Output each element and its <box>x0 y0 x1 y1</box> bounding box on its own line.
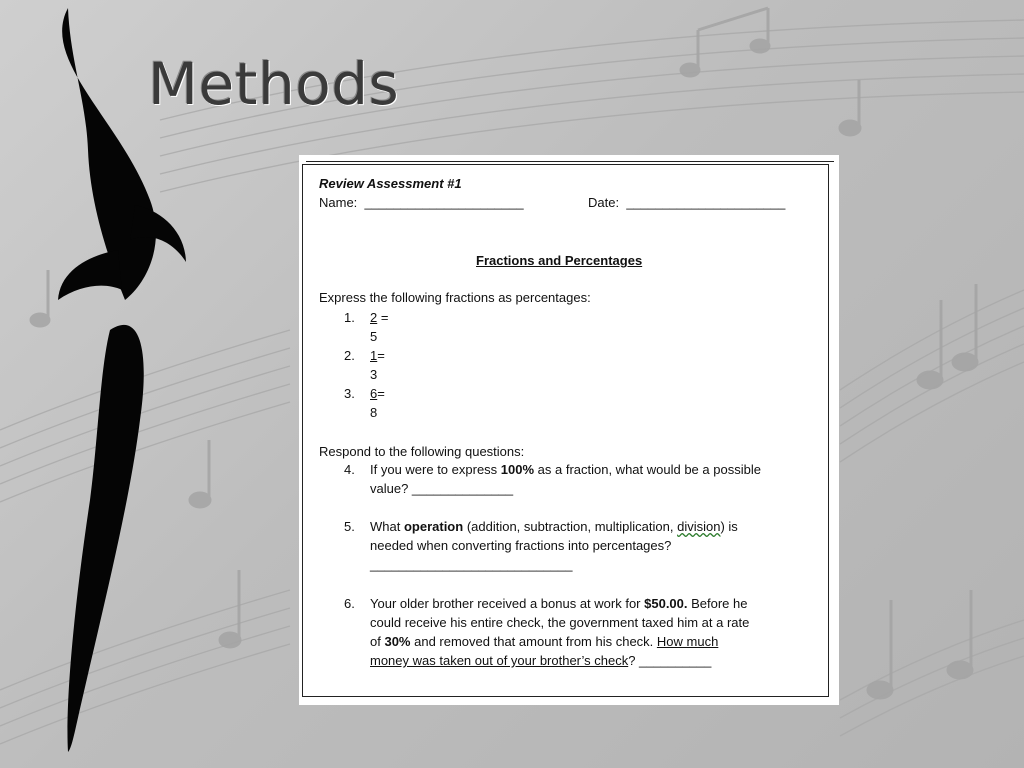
fraction-numerator: 1 <box>370 348 378 363</box>
q6-text-blank: ? __________ <box>628 653 712 668</box>
worksheet-image <box>299 155 839 705</box>
q4-text-a: If you were to express <box>370 462 501 477</box>
question-5-line-1 <box>370 519 738 535</box>
part2-instruction: Respond to the following questions: <box>319 444 525 459</box>
question-number: 5. <box>344 519 355 534</box>
question-6-line-3 <box>370 634 718 650</box>
fraction-denominator: 8 <box>370 405 378 420</box>
q6-text-question: money was taken out of your brother’s check <box>370 653 629 668</box>
fraction-numerator: 2 <box>370 310 378 325</box>
date-blank: ______________________ <box>626 195 786 210</box>
fraction-item-numerator <box>370 310 388 326</box>
question-6-line-2: could receive his entire check, the government taxed him at a rate <box>370 615 750 630</box>
fraction-item-numerator <box>370 348 385 364</box>
name-blank: ______________________ <box>364 195 524 210</box>
q6-text-a: Your older brother received a bonus at work for <box>370 596 645 611</box>
name-field <box>319 195 524 211</box>
q6-text-c: Before he <box>687 596 748 611</box>
q5-text-c: (addition, subtraction, multiplication, <box>463 519 678 534</box>
fraction-item-numerator <box>370 386 385 402</box>
fraction-numerator: 6 <box>370 386 378 401</box>
question-6-line-4 <box>370 653 711 669</box>
slide-title: Methods <box>148 50 400 118</box>
q6-text-of: of <box>370 634 385 649</box>
date-label: Date: <box>588 195 620 210</box>
question-6-line-1 <box>370 596 748 612</box>
q5-text-a: What <box>370 519 404 534</box>
fraction-equals: = <box>377 386 385 401</box>
worksheet-heading: Review Assessment #1 <box>319 176 462 191</box>
part1-instruction: Express the following fractions as percentages: <box>319 290 591 305</box>
top-rule <box>306 161 834 162</box>
name-label: Name: <box>319 195 358 210</box>
q5-text-bold: operation <box>403 519 464 534</box>
q6-text-how-much: How much <box>656 634 719 649</box>
question-4-line-2: value? ______________ <box>370 481 514 496</box>
black-brush-ornament <box>58 8 186 752</box>
q5-text-division: division <box>677 519 721 534</box>
q4-text-bold: 100% <box>500 462 535 477</box>
question-5-line-3: ____________________________ <box>370 557 573 572</box>
section-title: Fractions and Percentages <box>476 253 643 268</box>
fraction-denominator: 3 <box>370 367 378 382</box>
fraction-denominator: 5 <box>370 329 378 344</box>
question-number: 6. <box>344 596 355 611</box>
question-number: 4. <box>344 462 355 477</box>
fraction-item-number: 1. <box>344 310 355 325</box>
q6-text-bold-amount: $50.00. <box>644 596 688 611</box>
fraction-equals: = <box>377 310 389 325</box>
fraction-item-number: 3. <box>344 386 355 401</box>
q5-text-e: ) is <box>720 519 738 534</box>
question-4-line-1 <box>370 462 761 478</box>
q4-text-c: as a fraction, what would be a possible <box>534 462 761 477</box>
date-field <box>588 195 785 211</box>
fraction-item-number: 2. <box>344 348 355 363</box>
question-5-line-2: needed when converting fractions into percentages? <box>370 538 672 553</box>
q6-text-bold-rate: 30% <box>384 634 411 649</box>
q6-text-removed: and removed that amount from his check. <box>410 634 657 649</box>
fraction-equals: = <box>377 348 385 363</box>
